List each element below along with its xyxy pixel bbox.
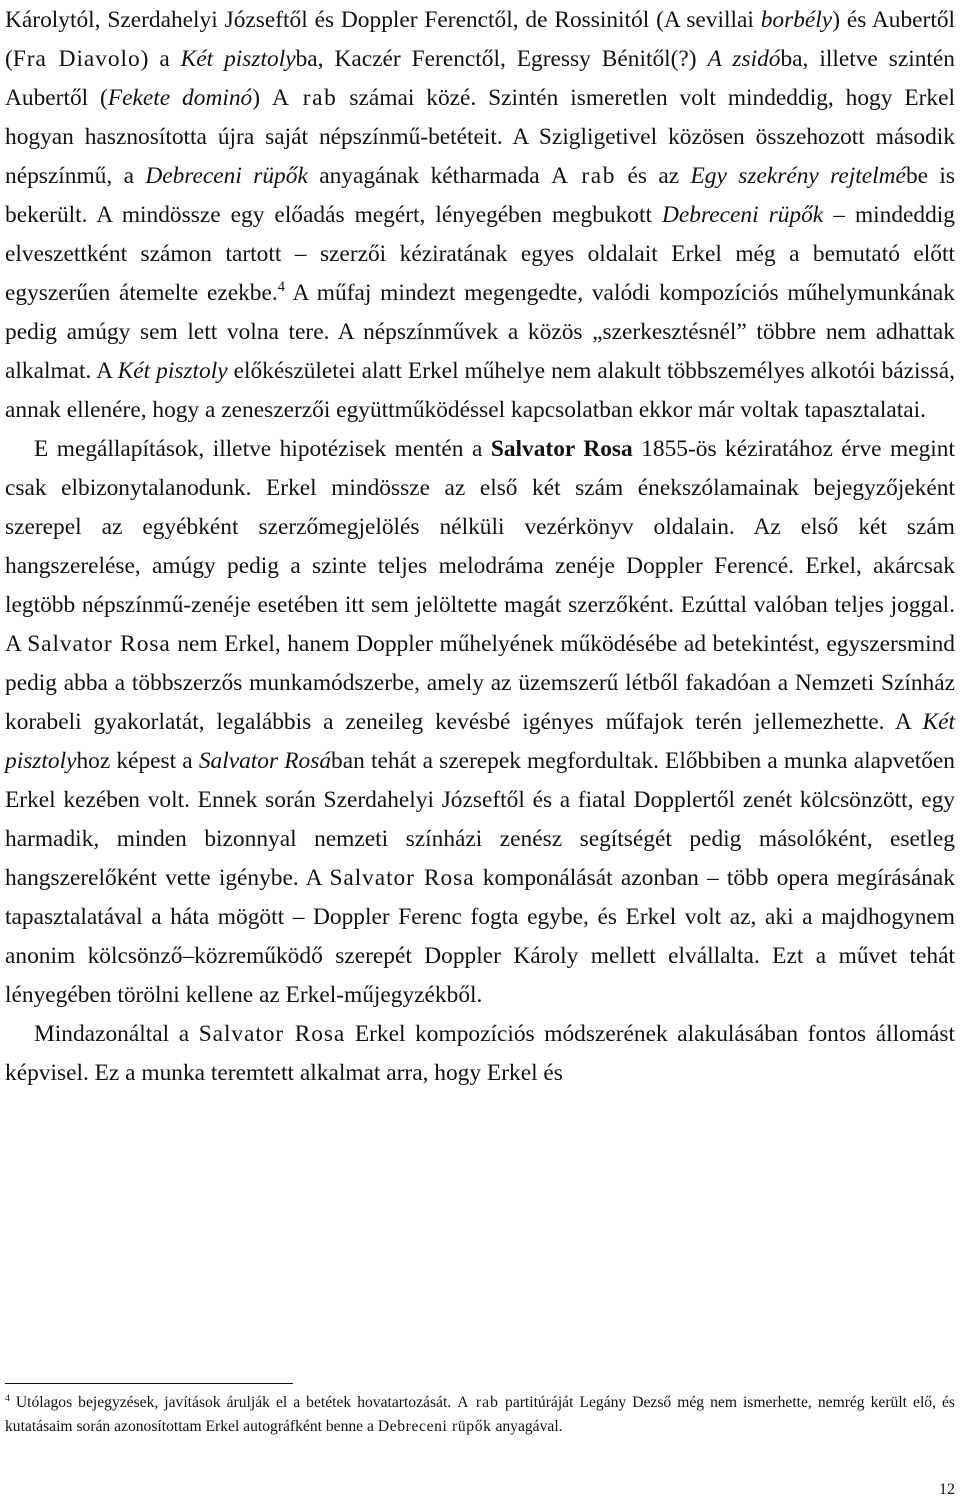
footnote-runs xyxy=(5,1394,955,1435)
text-run: Mindazonáltal a xyxy=(34,1021,199,1047)
spaced-title-run: Debreceni rüpők xyxy=(377,1417,492,1435)
paragraph xyxy=(5,1,955,430)
footnote-marker: 4 xyxy=(5,1392,10,1404)
document-page xyxy=(5,0,955,1509)
body-text xyxy=(5,1,955,1093)
text-run: Utólagos bejegyzések, javítások árulják el a betétek hovatartozását. xyxy=(9,1394,458,1411)
bold-run: Salvator Rosa xyxy=(490,436,633,462)
text-run: anyagával. xyxy=(491,1417,563,1435)
text-run: Károlytól, Szerdahelyi Józseftől és Doppler Ferenctől, de Rossinitól (A sevillai xyxy=(5,7,761,33)
text-run: előkészületei alatt Erkel műhelye nem alakult többszemélyes alkotói bázissá, annak ellenére, hogy a zeneszerzői együttműködéssel kapcsolatban ekkor már voltak tapasztalatai. xyxy=(5,358,955,423)
italic-run: Debreceni rüpők xyxy=(662,202,824,228)
text-run: ba, Kaczér Ferenctől, Egressy Bénitől(?) xyxy=(295,46,708,72)
text-run: anyagának kétharmada xyxy=(307,163,552,189)
text-run: E megállapítások, illetve hipotézisek mentén a xyxy=(34,436,491,462)
paragraph xyxy=(5,430,955,1015)
italic-run: Két pisztoly xyxy=(180,46,296,72)
italic-run: Két pisztoly xyxy=(117,358,228,384)
footnote-separator xyxy=(5,1383,293,1384)
text-run: és az xyxy=(616,163,691,189)
spaced-title-run: Fra Diavolo xyxy=(12,46,141,72)
spaced-title-run: A rab xyxy=(551,163,617,189)
text-run: ) a xyxy=(140,46,181,72)
footnote-reference: 4 xyxy=(277,279,285,296)
text-run: partitúráját Legány Dezső még nem ismerhette, nemrég került elő, és kutatásaim során azonosítottam Erkel autográfként benne a xyxy=(5,1394,955,1435)
italic-run: Két pisztoly xyxy=(5,709,955,774)
spaced-title-run: Salvator Rosa xyxy=(198,1021,346,1047)
italic-run: A zsidó xyxy=(707,46,781,72)
spaced-title-run: A rab xyxy=(457,1394,499,1411)
text-run: Erkel kompozíciós módszerének alakulásában fontos állomást képvisel. Ez a munka teremtett alkalmat arra, hogy Erkel és xyxy=(5,1021,956,1086)
text-run: számai közé. Szintén ismeretlen volt mindeddig, hogy Erkel hogyan hasznosította újra saját népszínmű-betéteit. A Szigligetivel közösen összehozott második népszínmű, a xyxy=(5,85,955,189)
text-run: 1855-ös kéziratához érve megint csak elbizonytalanodunk. Erkel mindössze az első két szám énekszólamainak bejegyzőjeként szerepel az egyébként szerzőmegjelölés nélküli vezérkönyv oldalain. Az első két szám hangszerelése, amúgy pedig a szinte teljes melodráma zenéje Doppler Ferencé. Erkel, akárcsak legtöbb népszínmű-zenéje esetében itt sem jelöltette magát szerzőként. Ezúttal valóban teljes joggal. A xyxy=(5,436,955,657)
text-run: A műfaj mindezt megengedte, valódi kompozíciós műhelymunkának pedig amúgy sem lett volna tere. A népszínművek a közös „szerkesztésnél” többre nem adhattak alkalmat. A xyxy=(5,280,955,384)
text-run: – mindeddig elveszettként számon tartott – szerzői kéziratának egyes oldalait Erkel még a bemutató előtt egyszerűen átemelte ezekbe. xyxy=(5,202,955,306)
text-run: ) xyxy=(252,85,272,111)
text-run: hoz képest a xyxy=(76,748,199,774)
italic-run: Debreceni rüpők xyxy=(145,163,308,189)
page-number: 12 xyxy=(939,1481,955,1498)
italic-run: borbély xyxy=(760,7,833,33)
italic-run: Salvator Rosá xyxy=(198,748,332,774)
spaced-title-run: Salvator Rosa xyxy=(329,865,475,891)
paragraph xyxy=(5,1015,955,1093)
footnote-text xyxy=(5,1391,955,1438)
text-run: komponálását azonban – több opera megírásának tapasztalatával a háta mögött – Doppler Ferenc fogta egybe, és Erkel volt az, aki a majdhogynem anonim kölcsönző–közreműködő szerepét Doppler Károly mellett elvállalta. Ezt a művet tehát lényegében törölni kellene az Erkel-műjegyzékből. xyxy=(5,865,956,1008)
italic-run: Egy szekrény rejtelmé xyxy=(690,163,906,189)
italic-run: Fekete dominó xyxy=(107,85,253,111)
text-run: ba, illetve szintén Aubertől ( xyxy=(5,46,956,111)
text-run: ban tehát a szerepek megfordultak. Előbbiben a munka alapvetően Erkel kezében volt. Ennek során Szerdahelyi Józseftől és a fiatal Dopplertől zenét kölcsönzött, egy harmadik, minden bizonnyal nemzeti színházi zenész segítségét pedig másolóként, esetleg hangszerelőként vette igénybe. A xyxy=(5,748,955,891)
spaced-title-run: A rab xyxy=(271,85,338,111)
text-run: be is bekerült. A mindössze egy előadás megért, lényegében megbukott xyxy=(5,163,955,228)
text-run: nem Erkel, hanem Doppler műhelyének működésébe ad betekintést, egyszersmind pedig abba a többszerzős munkamódszerbe, amely az üzemszerű létből fakadóan a Nemzeti Színház korabeli gyakorlatát, legalábbis a zeneileg kevésbé igényes műfajok terén jellemezhette. A xyxy=(5,631,956,735)
footnote xyxy=(5,1391,955,1438)
spaced-title-run: Salvator Rosa xyxy=(27,631,171,657)
text-run: ) és Aubertől ( xyxy=(5,7,956,72)
